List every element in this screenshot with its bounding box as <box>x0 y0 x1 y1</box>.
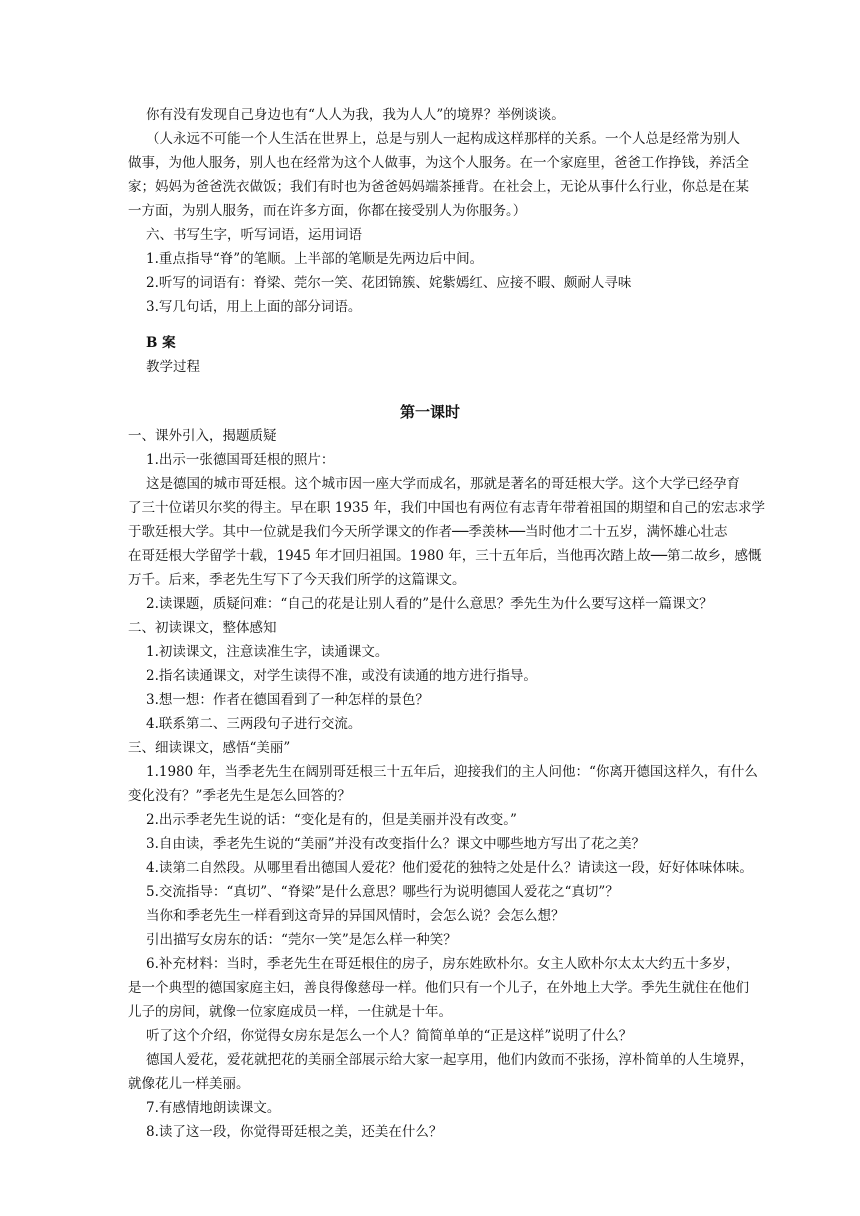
paragraph-line: 听了这个介绍，你觉得女房东是怎么一个人？简简单单的“正是这样”说明了什么？ <box>146 1028 633 1044</box>
paragraph-line: 这是德国的城市哥廷根。这个城市因一座大学而成名，那就是著名的哥廷根大学。这个大学已经孕育 <box>146 476 740 492</box>
paragraph-line: 于歌廷根大学。其中一位就是我们今天所学课文的作者──季羡林──当时他才二十五岁，满怀雄心壮志 <box>128 524 728 540</box>
list-item: 3.想一想：作者在德国看到了一种怎样的景色？ <box>146 692 429 708</box>
list-item: 3.自由读，季老先生说的“美丽”并没有改变指什么？课文中哪些地方写出了花之美？ <box>146 836 646 852</box>
list-item: 1.1980 年，当季老先生在阔别哥廷根三十五年后，迎接我们的主人问他：“你离开德国这样久，有什么 <box>146 764 758 780</box>
list-item: 3.写几句话，用上上面的部分词语。 <box>146 299 362 315</box>
list-item: 2.读课题，质疑问难：“自己的花是让别人看的”是什么意思？季先生为什么要写这样一篇课文？ <box>146 596 713 612</box>
list-item: 6.补充材料：当时，季老先生在哥廷根住的房子，房东姓欧朴尔。女主人欧朴尔太太大约五十多岁， <box>146 956 740 972</box>
paragraph-line: 当你和季老先生一样看到这奇异的异国风情时，会怎么说？会怎么想？ <box>146 908 565 924</box>
teaching-process-label: 教学过程 <box>146 359 200 375</box>
section-heading-2: 二、初读课文，整体感知 <box>128 620 277 636</box>
paragraph-line: 德国人爱花，爱花就把花的美丽全部展示给大家一起享用，他们内敛而不张扬，淳朴简单的人生境界， <box>146 1052 754 1068</box>
section-heading-6: 六、书写生字，听写词语，运用词语 <box>146 227 362 243</box>
list-item: 2.指名读通课文，对学生读得不准，或没有读通的地方进行指导。 <box>146 668 537 684</box>
paragraph-line: 儿子的房间，就像一位家庭成员一样，一住就是十年。 <box>128 1004 452 1020</box>
paragraph-line: 就像花儿一样美丽。 <box>128 1076 250 1092</box>
section-heading-3: 三、细读课文，感悟“美丽” <box>128 740 291 756</box>
lesson-title: 第一课时 <box>399 403 460 421</box>
list-item: 7.有感情地朗读课文。 <box>146 1100 281 1116</box>
list-item: 1.出示一张德国哥廷根的照片： <box>146 452 335 468</box>
list-item: 8.读了这一段，你觉得哥廷根之美，还美在什么？ <box>146 1124 443 1140</box>
paragraph-line: 引出描写女房东的话：“莞尔一笑”是怎么样一种笑？ <box>146 932 457 948</box>
plan-b-heading: B 案 <box>146 335 176 351</box>
list-item: 1.重点指导“脊”的笔顺。上半部的笔顺是先两边后中间。 <box>146 251 484 267</box>
list-item: 4.读第二自然段。从哪里看出德国人爱花？他们爱花的独特之处是什么？请读这一段，好好体味体味。 <box>146 860 753 876</box>
list-item: 1.初读课文，注意读准生字，读通课文。 <box>146 644 389 660</box>
paragraph-line: 变化没有？”季老先生是怎么回答的？ <box>128 788 351 804</box>
section-heading-1: 一、课外引入，揭题质疑 <box>128 428 277 444</box>
list-item: 4.联系第二、三两段句子进行交流。 <box>146 716 362 732</box>
paragraph-line: 在哥廷根大学留学十载，1945 年才回归祖国。1980 年，三十五年后，当他再次踏上故──第二故乡，感慨 <box>128 548 762 564</box>
paragraph-line: 了三十位诺贝尔奖的得主。早在职 1935 年，我们中国也有两位有志青年带着祖国的期望和自己的宏志求学 <box>128 500 765 516</box>
list-item: 2.出示季老先生说的话：“变化是有的，但是美丽并没有改变。” <box>146 812 517 828</box>
paragraph-line: 是一个典型的德国家庭主妇，善良得像慈母一样。他们只有一个儿子，在外地上大学。季先生就住在他们 <box>128 980 749 996</box>
list-item: 5.交流指导：“真切”、“脊梁”是什么意思？哪些行为说明德国人爱花之“真切”？ <box>146 884 619 900</box>
answer-line-4: 一方面，为别人服务，而在许多方面，你都在接受别人为你服务。） <box>128 203 527 219</box>
answer-line-1: （人永远不可能一个人生活在世界上，总是与别人一起构成这样那样的关系。一个人总是经常为别人 <box>146 131 740 147</box>
answer-line-3: 家；妈妈为爸爸洗衣做饭；我们有时也为爸爸妈妈端茶捶背。在社会上，无论从事什么行业，你总是在某 <box>128 179 749 195</box>
paragraph-line: 万千。后来，季老先生写下了今天我们所学的这篇课文。 <box>128 572 466 588</box>
list-item: 2.听写的词语有：脊梁、莞尔一笑、花团锦簇、姹紫嫣红、应接不暇、颇耐人寻味 <box>146 275 632 291</box>
question-line: 你有没有发现自己身边也有“人人为我，我为人人”的境界？举例谈谈。 <box>146 107 565 123</box>
answer-line-2: 做事，为他人服务，别人也在经常为这个人做事，为这个人服务。在一个家庭里，爸爸工作挣钱，养活全 <box>128 155 749 171</box>
